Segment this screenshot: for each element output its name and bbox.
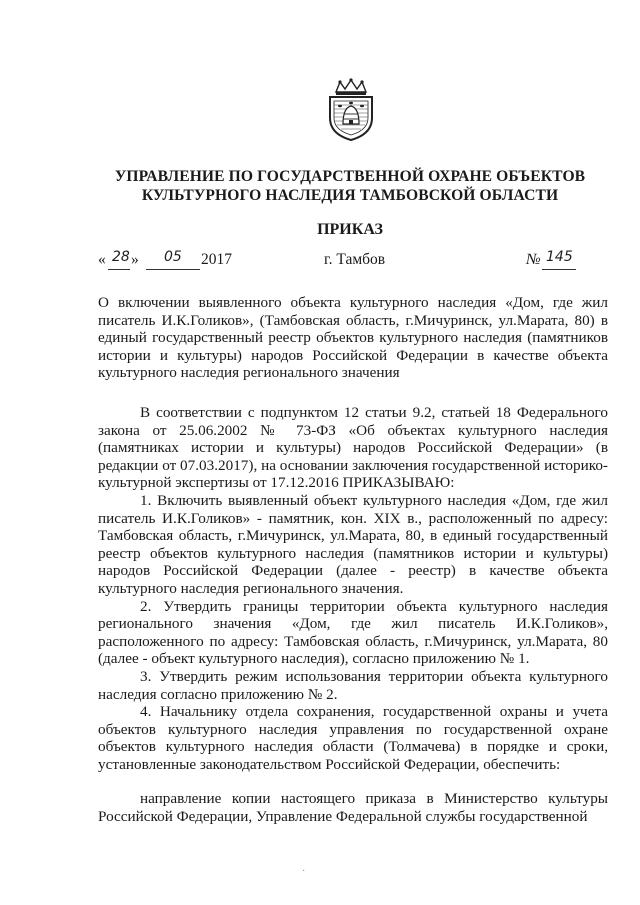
date-open-quote: « — [98, 251, 106, 268]
scan-dot-mark: · — [302, 866, 306, 877]
order-number: 145 — [546, 249, 573, 265]
coat-of-arms-icon — [324, 78, 378, 142]
order-body — [98, 404, 608, 826]
organization-name-line2: КУЛЬТУРНОГО НАСЛЕДИЯ ТАМБОВСКОЙ ОБЛАСТИ — [141, 187, 559, 204]
date-number-line — [98, 251, 608, 273]
item-3-paragraph: 3. Утвердить режим использования территории объекта культурного наследия согласно приложению № 2. — [98, 667, 608, 703]
item-4-subitem-paragraph: направление копии настоящего приказа в Министерство культуры Российской Федерации, Управление Федеральной службы государственной — [98, 790, 608, 826]
date-year: 2017 — [201, 251, 232, 268]
city-name: г. Тамбов — [324, 251, 386, 268]
date-close-quote: » — [131, 251, 139, 268]
order-subject: О включении выявленного объекта культурного наследия «Дом, где жил писатель И.К.Голиков», (Тамбовская область, г.Мичуринск, ул.Марата, 80) в единый государственный реестр объектов культурного наследия (памятников истории и культуры) народов Российской Федерации в качестве объекта культурного наследия регионального значения — [98, 294, 608, 382]
date-day: 28 — [112, 249, 130, 265]
item-2-paragraph: 2. Утвердить границы территории объекта культурного наследия регионального значения «Дом, где жил писатель И.К.Голиков», расположенного по адресу: Тамбовская область, г.Мичуринск, ул.Марата, 80 (далее - объект культурного наследия), согласно приложению № 1. — [98, 597, 608, 668]
number-label: № — [526, 251, 541, 268]
item-1-paragraph: 1. Включить выявленный объект культурного наследия «Дом, где жил писатель И.К.Голиков» - памятник, кон. XIX в., расположенный по адресу: Тамбовская область, г.Мичуринск, ул.Марата, 80, в единый государственный реестр объектов культурного наследия (памятников истории и культуры) народов Российской Федерации (далее - реестр) в качестве объекта культурного наследия регионального значения. — [98, 491, 608, 597]
item-4-paragraph: 4. Начальнику отдела сохранения, государственной охраны и учета объектов культурного наследия управления по государственной охране объектов культурного наследия области (Толмачева) в порядке и сроки, установленные законодательством Российской Федерации, обеспечить: — [98, 703, 608, 773]
date-month: 05 — [164, 249, 182, 265]
preamble-paragraph: В соответствии с подпунктом 12 статьи 9.2, статьей 18 Федерального закона от 25.06.2002 № 73-ФЗ «Об объектах культурного наследия (памятниках истории и культуры) народов Российской Федерации» (в редакции от 07.03.2017), на основании заключения государственной историко-культурной экспертизы от 17.12.2016 ПРИКАЗЫВАЮ: — [98, 404, 608, 492]
organization-name-line1: УПРАВЛЕНИЕ ПО ГОСУДАРСТВЕННОЙ ОХРАНЕ ОБЪЕКТОВ — [114, 168, 586, 185]
document-type-title: ПРИКАЗ — [317, 221, 383, 238]
